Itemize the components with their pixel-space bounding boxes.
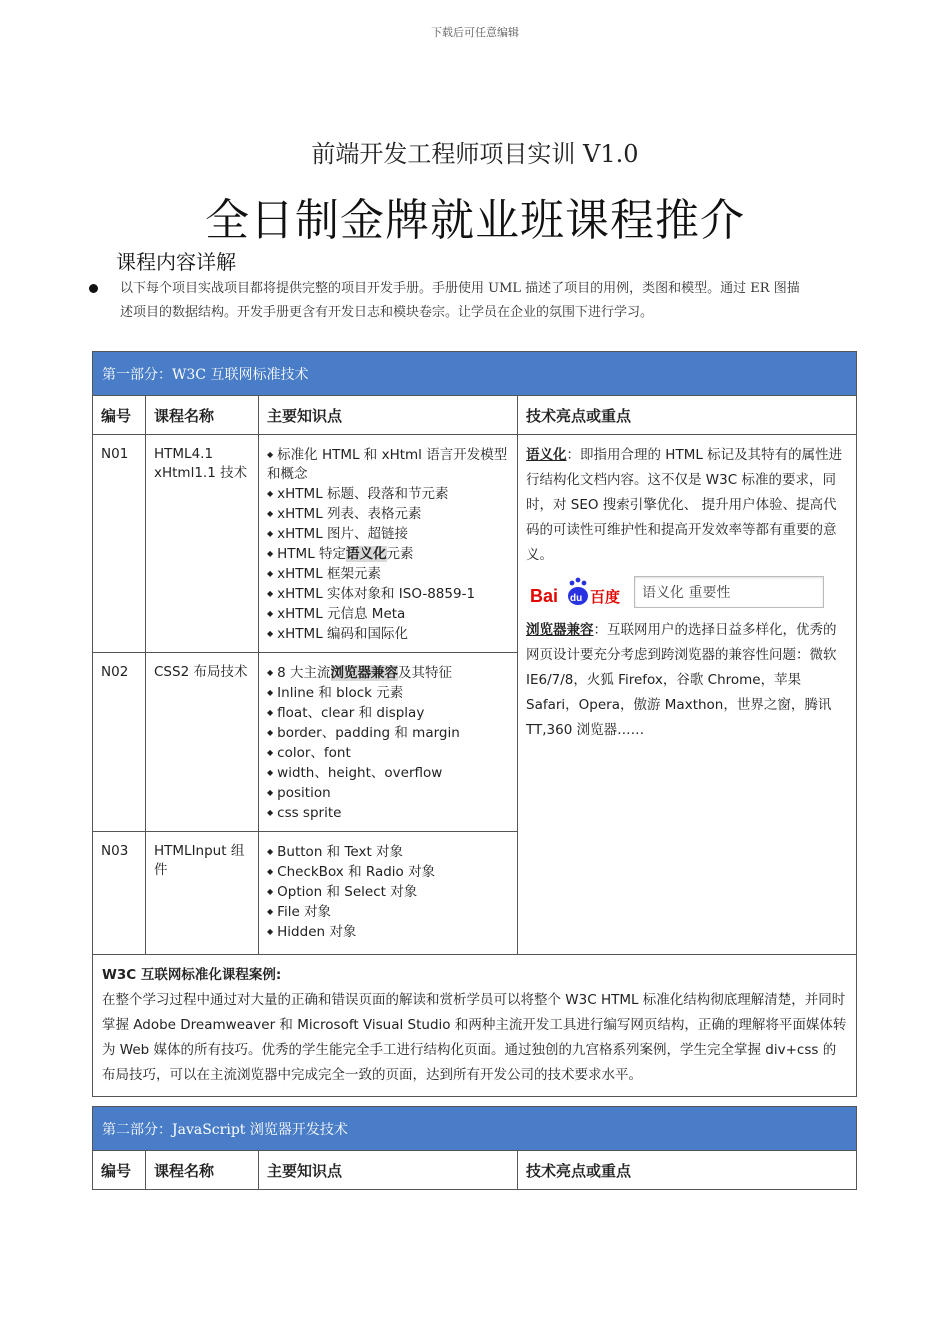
table-row <box>93 435 857 653</box>
col-header-highlights: 技术亮点或重点 <box>518 396 857 435</box>
case-title: W3C 互联网标准化课程案例: <box>102 967 282 983</box>
part1-title: 第一部分：W3C 互联网标准技术 <box>93 352 857 396</box>
col-header-points: 主要知识点 <box>259 1151 518 1190</box>
list-item: ◆ HTML 特定语义化元素 <box>267 544 509 564</box>
part1-table <box>92 351 857 1097</box>
browser-description: 浏览器兼容：互联网用户的选择日益多样化，优秀的网页设计要充分考虑到跨浏览器的兼容性问题：微软 IE6/7/8，火狐 Firefox，谷歌 Chrome，苹果 Safari，Opera，傲游 Maxthon，世界之窗，腾讯 TT,360 浏览器…… <box>526 622 837 738</box>
row-id: N01 <box>93 435 146 653</box>
semantic-description: 语义化：即指用合理的 HTML 标记及其特有的属性进行结构化文档内容。这不仅是 W3C 标准的要求，同时，对 SEO 搜索引擎优化、 提升用户体验、提高代码的可读性可维护性和提高开发效率等都有重要的意义。 <box>526 447 843 563</box>
col-header-points: 主要知识点 <box>259 396 518 435</box>
list-item: ◆ xHTML 框架元素 <box>267 564 509 584</box>
list-item: ◆ xHTML 元信息 Meta <box>267 604 509 624</box>
list-item: ◆ Inline 和 block 元素 <box>267 683 509 703</box>
highlight-term: 语义化 <box>346 546 387 562</box>
document-title: 全日制金牌就业班课程推介 <box>205 195 745 246</box>
list-item: ◆ xHTML 标题、段落和节元素 <box>267 484 509 504</box>
list-item: ◆ xHTML 列表、表格元素 <box>267 504 509 524</box>
list-item: ◆ xHTML 实体对象和 ISO-8859-1 <box>267 584 509 604</box>
list-item: ◆ File 对象 <box>267 902 509 922</box>
part2-table <box>92 1106 857 1190</box>
browser-term: 浏览器兼容 <box>526 622 594 638</box>
list-item: ◆ 标准化 HTML 和 xHtml 语言开发模型和概念 <box>267 445 509 484</box>
list-item: ◆ color、font <box>267 743 509 763</box>
col-header-id: 编号 <box>93 1151 146 1190</box>
list-item: ◆ xHTML 图片、超链接 <box>267 524 509 544</box>
bullet-icon <box>89 284 98 293</box>
list-item: ◆ 8 大主流浏览器兼容及其特征 <box>267 663 509 683</box>
col-header-id: 编号 <box>93 396 146 435</box>
knowledge-list <box>267 445 509 644</box>
row-name: HTMLInput 组件 <box>146 832 259 955</box>
list-item: ◆ border、padding 和 margin <box>267 723 509 743</box>
list-item: ◆ css sprite <box>267 803 509 823</box>
document-subtitle: 前端开发工程师项目实训 V1.0 <box>311 140 639 168</box>
highlights-cell <box>518 435 857 955</box>
col-header-name: 课程名称 <box>146 396 259 435</box>
header-note: 下载后可任意编辑 <box>431 26 519 39</box>
knowledge-list <box>267 663 509 823</box>
section-heading: 课程内容详解 <box>116 250 236 274</box>
list-item: ◆ position <box>267 783 509 803</box>
row-id: N03 <box>93 832 146 955</box>
col-header-highlights: 技术亮点或重点 <box>518 1151 857 1190</box>
case-text: 在整个学习过程中通过对大量的正确和错误页面的解读和赏析学员可以将整个 W3C HTML 标准化结构彻底理解清楚，并同时掌握 Adobe Dreamweaver 和 Microsoft Visual Studio 和两种主流开发工具进行编写网页结构，正确的理解将平面媒体转为 Web 媒体的所有技巧。优秀的学生能完全手工进行结构化页面。通过独创的九宫格系列案例，学生完全掌握 div+css 的布局技巧，可以在主流浏览器中完成完全一致的页面，达到所有开发公司的技术要求水平。 <box>102 992 847 1083</box>
part2-title: 第二部分：JavaScript 浏览器开发技术 <box>93 1107 857 1151</box>
list-item: ◆ xHTML 编码和国际化 <box>267 624 509 644</box>
intro-line-1: 以下每个项目实战项目都将提供完整的项目开发手册。手册使用 UML 描述了项目的用例，类图和模型。通过 ER 图描 <box>120 281 800 296</box>
row-id: N02 <box>93 653 146 832</box>
svg-text:百度: 百度 <box>590 588 621 606</box>
list-item: ◆ float、clear 和 display <box>267 703 509 723</box>
list-item: ◆ Hidden 对象 <box>267 922 509 942</box>
semantic-term: 语义化 <box>526 447 567 463</box>
intro-paragraph <box>120 277 865 325</box>
list-item: ◆ Option 和 Select 对象 <box>267 882 509 902</box>
baidu-search-example <box>526 574 848 610</box>
svg-text:Bai: Bai <box>530 586 559 606</box>
col-header-name: 课程名称 <box>146 1151 259 1190</box>
list-item: ◆ width、height、overflow <box>267 763 509 783</box>
highlight-term: 浏览器兼容 <box>330 665 399 681</box>
row-name: HTML4.1 xHtml1.1 技术 <box>146 435 259 653</box>
list-item: ◆ CheckBox 和 Radio 对象 <box>267 862 509 882</box>
intro-line-2: 述项目的数据结构。开发手册更含有开发日志和模块卷宗。让学员在企业的氛围下进行学习。 <box>120 305 654 320</box>
baidu-logo <box>526 574 626 610</box>
row-name: CSS2 布局技术 <box>146 653 259 832</box>
search-input[interactable]: 语义化 重要性 <box>634 576 824 608</box>
list-item: ◆ Button 和 Text 对象 <box>267 842 509 862</box>
svg-text:du: du <box>570 593 583 604</box>
knowledge-list <box>267 842 509 942</box>
case-description <box>93 955 857 1097</box>
